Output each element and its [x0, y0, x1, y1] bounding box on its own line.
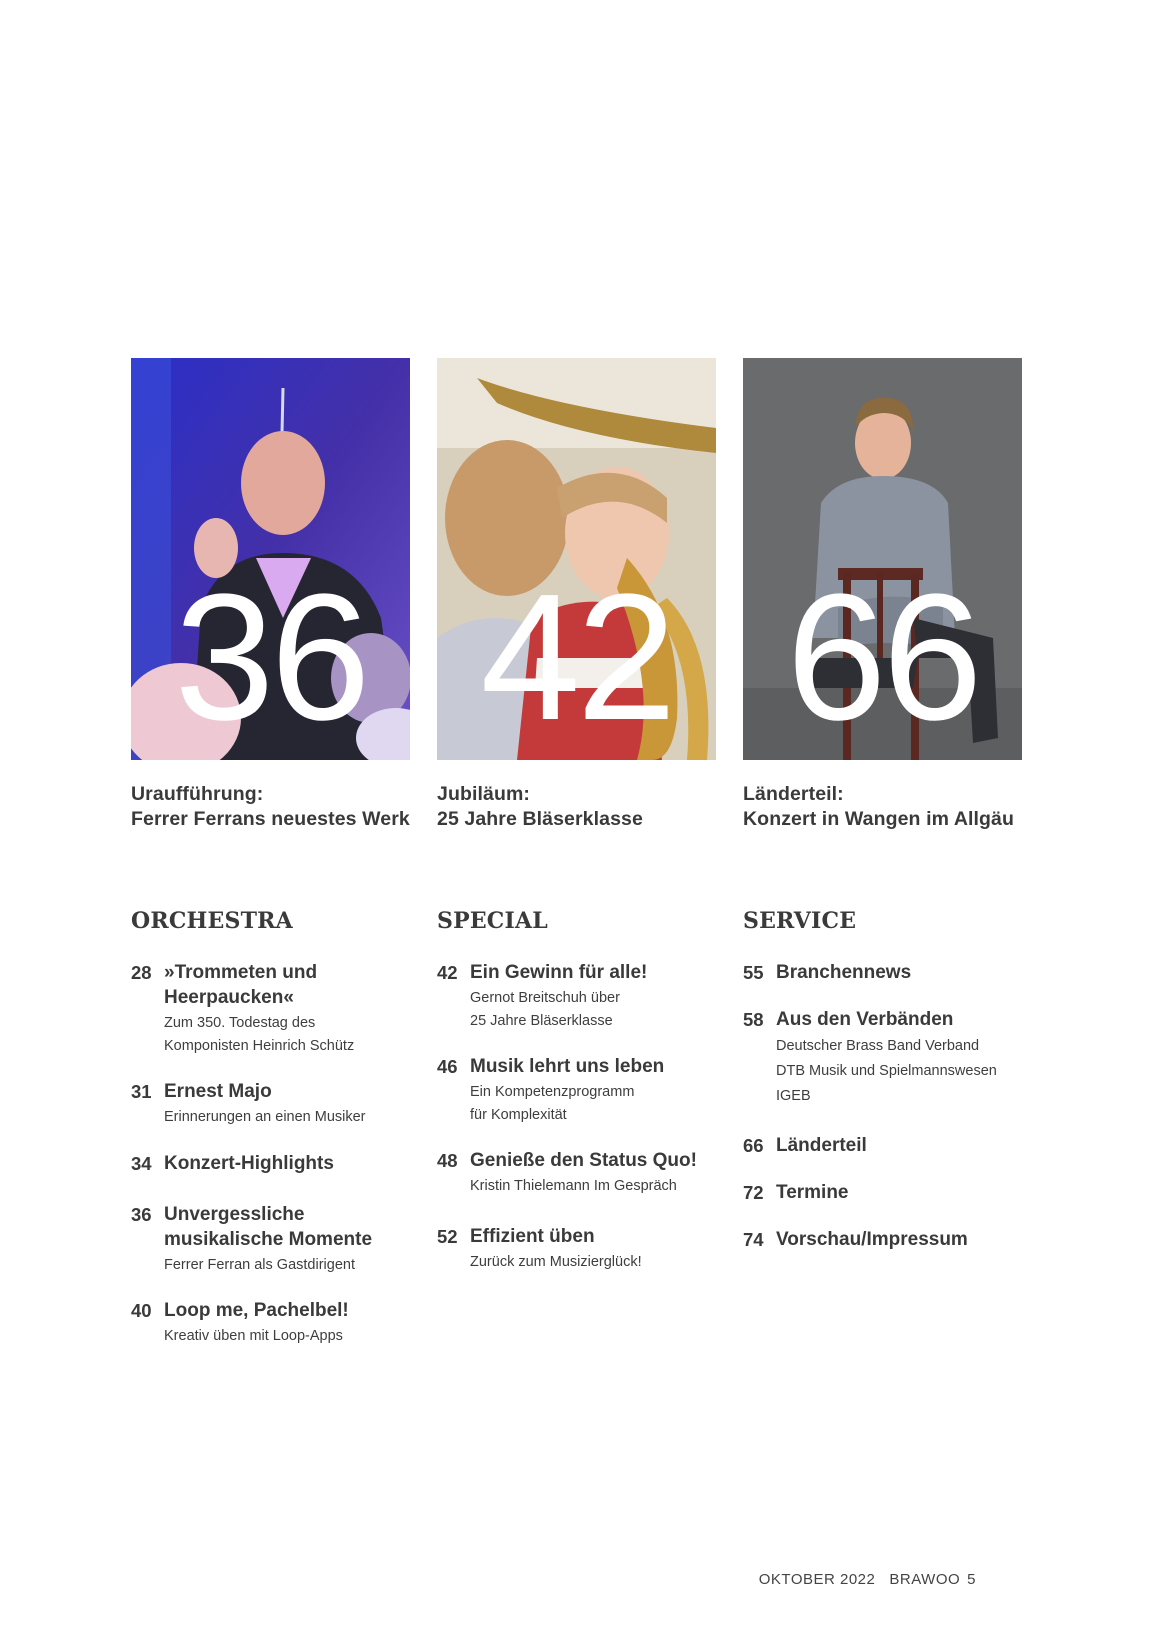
toc-title: Aus den Verbänden — [776, 1009, 954, 1030]
toc-title — [164, 1202, 431, 1252]
footer-issue: OKTOBER 2022 — [758, 1571, 876, 1588]
feature-card-42[interactable] — [437, 358, 716, 832]
feature-photo-portrait — [743, 358, 1022, 760]
toc-page-number: 28 — [131, 962, 152, 983]
toc-subtitle-line: Ferrer Ferran als Gastdirigent — [164, 1256, 355, 1273]
toc-entry[interactable] — [131, 1079, 431, 1129]
feature-page-number: 66 — [786, 557, 979, 758]
toc-page-number: 55 — [743, 962, 764, 983]
toc-entry[interactable] — [437, 1054, 737, 1126]
toc-page-number: 52 — [437, 1225, 458, 1247]
toc-title-line: musikalische Momente — [164, 1228, 373, 1250]
toc-page-number: 66 — [743, 1135, 764, 1156]
toc-title: Effizient üben — [470, 1225, 595, 1247]
toc-entry[interactable] — [743, 1133, 1043, 1158]
feature-caption[interactable] — [743, 782, 1022, 832]
toc-page-number: 31 — [131, 1081, 152, 1102]
page-footer — [759, 1571, 976, 1588]
feature-card-66[interactable] — [743, 358, 1022, 832]
toc-subtitle-line: Gernot Breitschuh über — [470, 990, 620, 1006]
toc-entry[interactable] — [437, 960, 737, 1032]
toc-title: Musik lehrt uns leben — [470, 1056, 665, 1077]
toc-subtitle-line: für Komplexität — [470, 1106, 567, 1123]
toc-subtitle — [470, 1251, 737, 1274]
toc-subtitle-line: Kreativ üben mit Loop-Apps — [164, 1328, 343, 1344]
feature-photo-saxophone-students — [437, 358, 716, 760]
toc-subtitle — [776, 1034, 1043, 1109]
toc-title: Branchennews — [776, 962, 912, 983]
feature-photo-conductor — [131, 358, 410, 760]
toc-title: Termine — [776, 1182, 849, 1203]
section-orchestra — [131, 908, 431, 1370]
toc-subtitle-line: Komponisten Heinrich Schütz — [164, 1037, 355, 1054]
toc-entry[interactable] — [437, 1224, 737, 1274]
toc-page-number: 72 — [743, 1182, 764, 1203]
toc-entry[interactable] — [131, 1151, 431, 1176]
toc-entry[interactable] — [743, 960, 1043, 985]
section-heading: SPECIAL — [437, 908, 548, 934]
toc-entry[interactable] — [437, 1148, 737, 1198]
toc-subtitle — [164, 1106, 431, 1129]
toc-title: Konzert-Highlights — [164, 1152, 334, 1174]
toc-subtitle — [164, 1012, 431, 1057]
toc-title-line: »Trommeten und — [164, 962, 318, 983]
toc-entry[interactable] — [743, 1007, 1043, 1109]
feature-caption-title: 25 Jahre Bläserklasse — [437, 808, 643, 830]
toc-subtitle-line: Deutscher Brass Band Verband — [776, 1038, 980, 1054]
toc-subtitle-line: IGEB — [776, 1088, 811, 1104]
footer-magazine: BRAWOO — [889, 1571, 961, 1588]
toc-entry[interactable] — [131, 1298, 431, 1348]
toc-title — [164, 960, 431, 1010]
feature-caption[interactable] — [131, 782, 410, 832]
toc-subtitle — [470, 1081, 737, 1126]
toc-subtitle-line: Zum 350. Todestag des — [164, 1015, 316, 1031]
footer-page-number: 5 — [967, 1571, 976, 1588]
feature-caption-kicker: Länderteil: — [743, 783, 844, 805]
toc-page-number: 58 — [743, 1009, 764, 1030]
toc-entry[interactable] — [743, 1227, 1043, 1252]
feature-caption-title: Ferrer Ferrans neuestes Werk — [131, 808, 410, 830]
toc-page-number: 34 — [131, 1152, 152, 1174]
section-service — [743, 908, 1043, 1274]
toc-title: Loop me, Pachelbel! — [164, 1300, 349, 1321]
toc-subtitle — [470, 987, 737, 1032]
toc-title: Ein Gewinn für alle! — [470, 962, 648, 983]
section-special — [437, 908, 737, 1295]
toc-subtitle-line: Zurück zum Musizierglück! — [470, 1253, 642, 1270]
toc-page-number: 74 — [743, 1229, 764, 1250]
toc-title: Ernest Majo — [164, 1081, 272, 1102]
toc-subtitle — [164, 1254, 431, 1277]
feature-caption-title: Konzert in Wangen im Allgäu — [743, 808, 1015, 830]
toc-page-number: 48 — [437, 1150, 458, 1171]
toc-subtitle-line: Kristin Thielemann Im Gespräch — [470, 1178, 677, 1194]
feature-page-number: 42 — [480, 557, 673, 758]
toc-page-number: 36 — [131, 1203, 152, 1225]
toc-title: Länderteil — [776, 1135, 867, 1156]
toc-page-number: 40 — [131, 1300, 152, 1321]
toc-page-number: 46 — [437, 1056, 458, 1077]
feature-caption-kicker: Uraufführung: — [131, 783, 264, 805]
toc-title: Vorschau/Impressum — [776, 1229, 968, 1250]
toc-subtitle-line: Ein Kompetenzprogramm — [470, 1084, 635, 1100]
toc-subtitle-line: Erinnerungen an einen Musiker — [164, 1109, 366, 1125]
section-heading: SERVICE — [743, 908, 857, 934]
toc-page-number: 42 — [437, 962, 458, 983]
toc-title-line: Heerpaucken« — [164, 987, 294, 1008]
feature-page-number: 36 — [174, 557, 367, 758]
toc-entry[interactable] — [131, 1202, 431, 1277]
feature-caption-kicker: Jubiläum: — [437, 783, 530, 805]
toc-title-line: Unvergessliche — [164, 1203, 305, 1225]
toc-entry[interactable] — [131, 960, 431, 1057]
toc-subtitle-line: 25 Jahre Bläserklasse — [470, 1012, 613, 1029]
section-heading: ORCHESTRA — [131, 908, 293, 934]
feature-caption[interactable] — [437, 782, 716, 832]
toc-subtitle-line: DTB Musik und Spielmannswesen — [776, 1063, 997, 1079]
feature-card-36[interactable] — [131, 358, 410, 832]
toc-subtitle — [164, 1325, 431, 1348]
toc-subtitle — [470, 1175, 737, 1198]
toc-title: Genieße den Status Quo! — [470, 1150, 697, 1171]
toc-entry[interactable] — [743, 1180, 1043, 1205]
